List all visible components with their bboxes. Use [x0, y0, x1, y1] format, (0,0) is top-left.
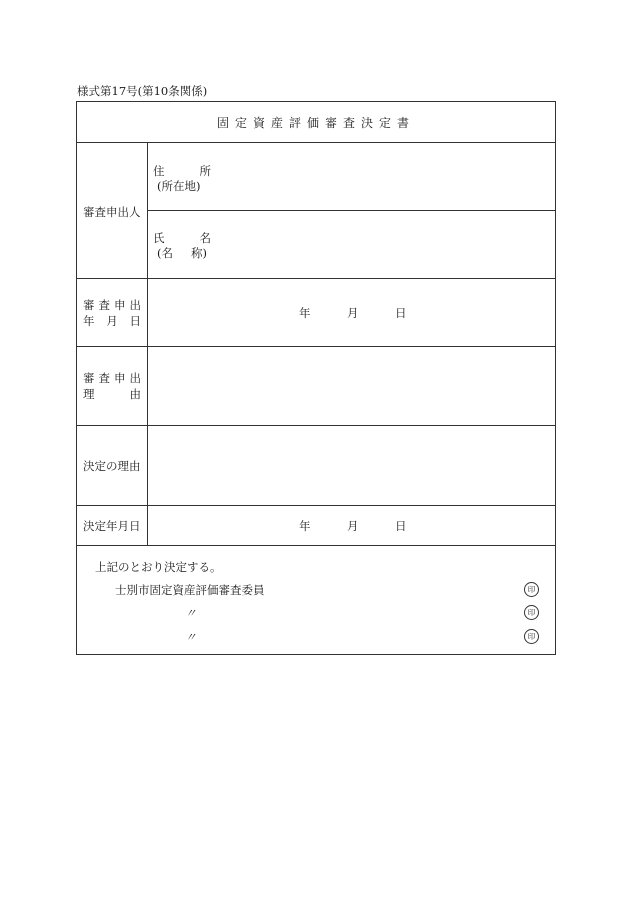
label-char: 出	[129, 371, 141, 385]
label-char: 理	[83, 387, 95, 401]
decision-date-label-cell	[77, 506, 148, 545]
address-label	[153, 163, 211, 179]
decision-reason-label-cell	[77, 426, 148, 505]
applicant-divider	[148, 210, 555, 211]
day-unit: 日	[395, 306, 407, 320]
name-label	[153, 230, 211, 246]
day-unit: 日	[395, 519, 407, 533]
application-reason-label-line2	[83, 386, 141, 402]
applicant-label-cell	[77, 143, 148, 278]
ditto-mark: 〃	[185, 630, 197, 644]
application-date-label-line1	[83, 297, 141, 313]
label-char: 出	[129, 298, 141, 312]
seal-icon: 印	[524, 629, 539, 644]
decision-statement: 上記のとおり決定する。	[95, 560, 222, 574]
address-label-char: 住	[153, 164, 165, 178]
address-sublabel: (所在地)	[157, 179, 201, 193]
name-label-char: 氏	[153, 231, 165, 245]
decision-reason-row	[77, 426, 555, 506]
label-char: 由	[129, 387, 141, 401]
label-char: 申	[114, 371, 126, 385]
decision-reason-label: 決定の理由	[83, 459, 141, 473]
application-date-label-cell	[77, 279, 148, 346]
name-label-char: 名	[199, 231, 211, 245]
application-reason-label-line1	[83, 370, 141, 386]
year-unit: 年	[299, 306, 311, 320]
label-char: 日	[129, 314, 141, 328]
seal-icon: 印	[524, 582, 539, 597]
decision-date-value	[299, 518, 407, 534]
application-reason-row	[77, 347, 555, 426]
decision-date-row	[77, 506, 555, 546]
applicant-row	[77, 143, 555, 279]
month-unit: 月	[347, 306, 359, 320]
name-sublabel	[157, 245, 207, 261]
label-char: 審	[83, 371, 95, 385]
seal-icon: 印	[524, 605, 539, 620]
application-date-label-line2	[83, 313, 141, 329]
decision-form	[76, 101, 556, 655]
label-char: 申	[114, 298, 126, 312]
label-char: 査	[98, 298, 110, 312]
month-unit: 月	[347, 519, 359, 533]
year-unit: 年	[299, 519, 311, 533]
label-char: 月	[106, 314, 118, 328]
form-number: 様式第17号(第10条関係)	[77, 84, 208, 98]
form-title: 固定資産評価審査決定書	[216, 116, 415, 130]
address-label-char: 所	[199, 164, 211, 178]
applicant-label: 審査申出人	[83, 205, 141, 219]
title-row	[77, 102, 555, 143]
application-reason-label-cell	[77, 347, 148, 425]
name-sublabel-part: (名	[157, 246, 173, 260]
application-date-row	[77, 279, 555, 347]
committee-signer: 士別市固定資産評価審査委員	[115, 583, 265, 597]
label-char: 年	[83, 314, 95, 328]
label-char: 審	[83, 298, 95, 312]
ditto-mark: 〃	[185, 606, 197, 620]
decision-date-label: 決定年月日	[83, 519, 141, 533]
name-sublabel-part: 称)	[191, 246, 207, 260]
application-date-value	[299, 305, 407, 321]
label-char: 査	[98, 371, 110, 385]
